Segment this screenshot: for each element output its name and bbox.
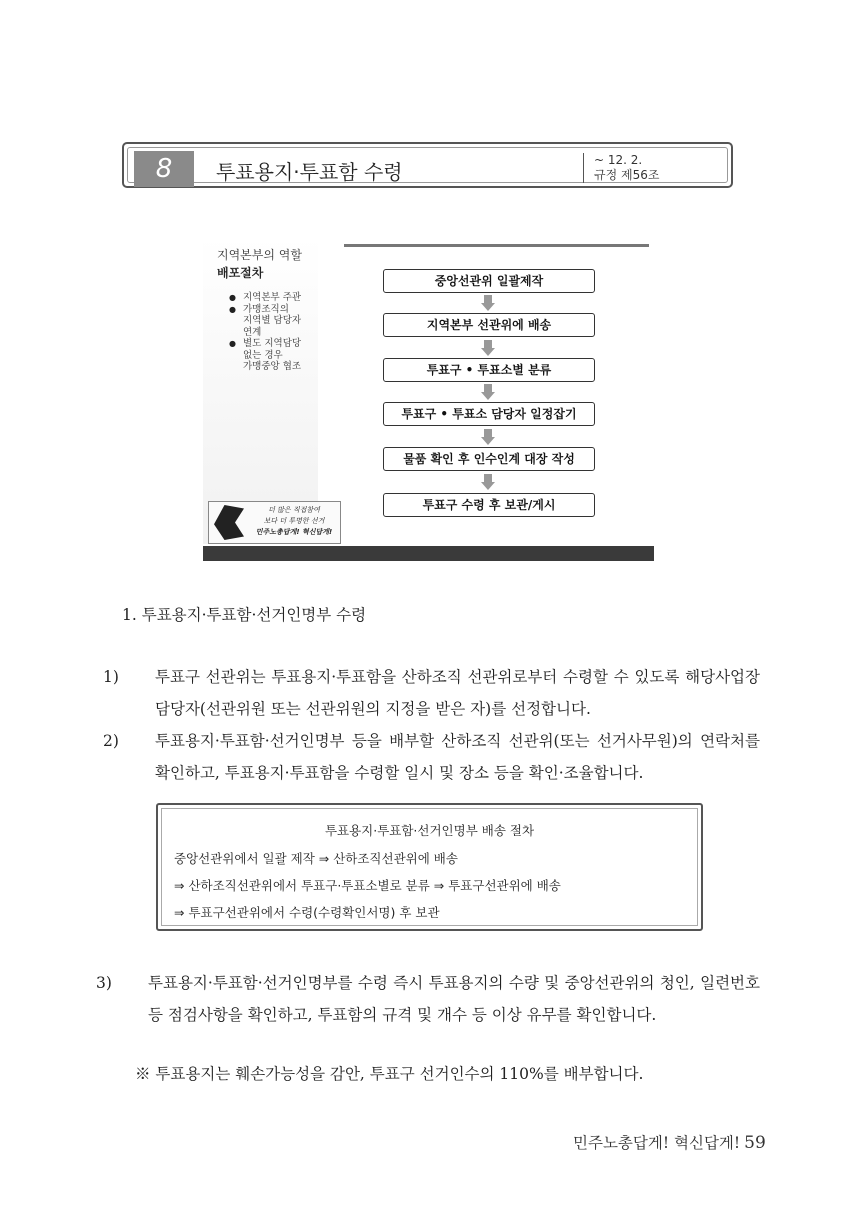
figure-bullet: ● 별도 지역담당: [229, 338, 321, 350]
paragraph-1: [103, 661, 760, 725]
banner-inner-frame: [127, 147, 728, 183]
section-heading: 투표용지·투표함 수령: [216, 160, 403, 184]
figure-bullet: 지역별 담당자: [243, 315, 302, 326]
logo-line: 보다 더 투명한 선거: [263, 517, 325, 525]
meta-date: ~ 12. 2.: [594, 153, 643, 167]
figure-side-subtitle: 배포절차: [217, 266, 264, 280]
figure-bullet: 연계: [243, 326, 262, 338]
down-arrow-icon: [481, 429, 495, 445]
logo-text: [249, 505, 339, 538]
procedure-box: [156, 803, 703, 931]
paragraph-number: 2): [103, 732, 119, 750]
logo-line: 민주노총답게! 혁신답게!: [255, 528, 333, 536]
section-banner: [122, 142, 733, 188]
process-step-4: 투표구 • 투표소 담당자 일정잡기: [383, 402, 595, 426]
campaign-logo: [208, 501, 341, 544]
process-step-1: 중앙선관위 일괄제작: [383, 269, 595, 293]
paragraph-text: 투표용지·투표함·선거인명부 등을 배부할 산하조직 선관위(또는 선거사무원)의 연락처를 확인하고, 투표용지·투표함을 수령할 일시 및 장소 등을 확인·조율합니다.: [155, 732, 760, 782]
figure-side-title: 지역본부의 역할: [217, 248, 302, 262]
down-arrow-icon: [481, 295, 495, 311]
subsection-title: 1. 투표용지·투표함·선거인명부 수령: [122, 606, 367, 624]
process-step-6: 투표구 수령 후 보관/게시: [383, 493, 595, 517]
distribution-process-figure: [203, 236, 654, 561]
section-meta: [583, 153, 659, 183]
meta-rule: 규정 제56조: [594, 168, 660, 182]
process-step-2: 지역본부 선관위에 배송: [383, 313, 595, 337]
paragraph-number: 1): [103, 668, 119, 686]
page-footer: [573, 1131, 766, 1153]
procedure-box-frame: [161, 808, 698, 926]
paragraph-2: [103, 725, 760, 789]
section-number: 8: [134, 151, 194, 187]
paragraph-text: 투표구 선관위는 투표용지·투표함을 산하조직 선관위로부터 수령할 수 있도록 해당사업장 담당자(선관위원 또는 선관위원의 지정을 받은 자)를 선정합니다.: [155, 668, 760, 718]
paragraph-3: [96, 967, 760, 1031]
down-arrow-icon: [481, 340, 495, 356]
procedure-line: 중앙선관위에서 일괄 제작 ⇒ 산하조직선관위에 배송: [174, 851, 458, 866]
page-number: 59: [744, 1133, 766, 1153]
paragraph-number: 3): [96, 974, 112, 992]
logo-mark-icon: [214, 505, 244, 540]
footer-slogan: 민주노총답게! 혁신답게!: [573, 1134, 741, 1152]
figure-bullet: ● 지역본부 주관: [229, 292, 321, 304]
process-step-5: 물품 확인 후 인수인계 대장 작성: [383, 447, 595, 471]
logo-line: 더 많은 직접참여: [268, 506, 320, 514]
paragraph-text: 투표용지·투표함·선거인명부를 수령 즉시 투표용지의 수량 및 중앙선관위의 청인, 일련번호 등 점검사항을 확인하고, 투표함의 규격 및 개수 등 이상 유무를 확인합니다.: [148, 974, 760, 1024]
figure-bullet: 없는 경우: [243, 349, 283, 361]
procedure-line: ⇒ 투표구선관위에서 수령(수령확인서명) 후 보관: [174, 905, 440, 920]
procedure-title: 투표용지·투표함·선거인명부 배송 절차: [324, 823, 535, 838]
figure-side-panel: [203, 236, 318, 544]
down-arrow-icon: [481, 384, 495, 400]
note-text: ※ 투표용지는 훼손가능성을 감안, 투표구 선거인수의 110%를 배부합니다.: [135, 1065, 644, 1083]
figure-top-rule: [344, 244, 649, 247]
figure-bullet-list: [229, 292, 321, 373]
down-arrow-icon: [481, 474, 495, 490]
process-step-3: 투표구 • 투표소별 분류: [383, 358, 595, 382]
figure-bullet: 가맹중앙 협조: [243, 361, 302, 372]
procedure-line: ⇒ 산하조직선관위에서 투표구·투표소별로 분류 ⇒ 투표구선관위에 배송: [174, 878, 561, 893]
figure-bottom-bar: [203, 546, 654, 561]
figure-bullet: ● 가맹조직의: [229, 304, 321, 316]
